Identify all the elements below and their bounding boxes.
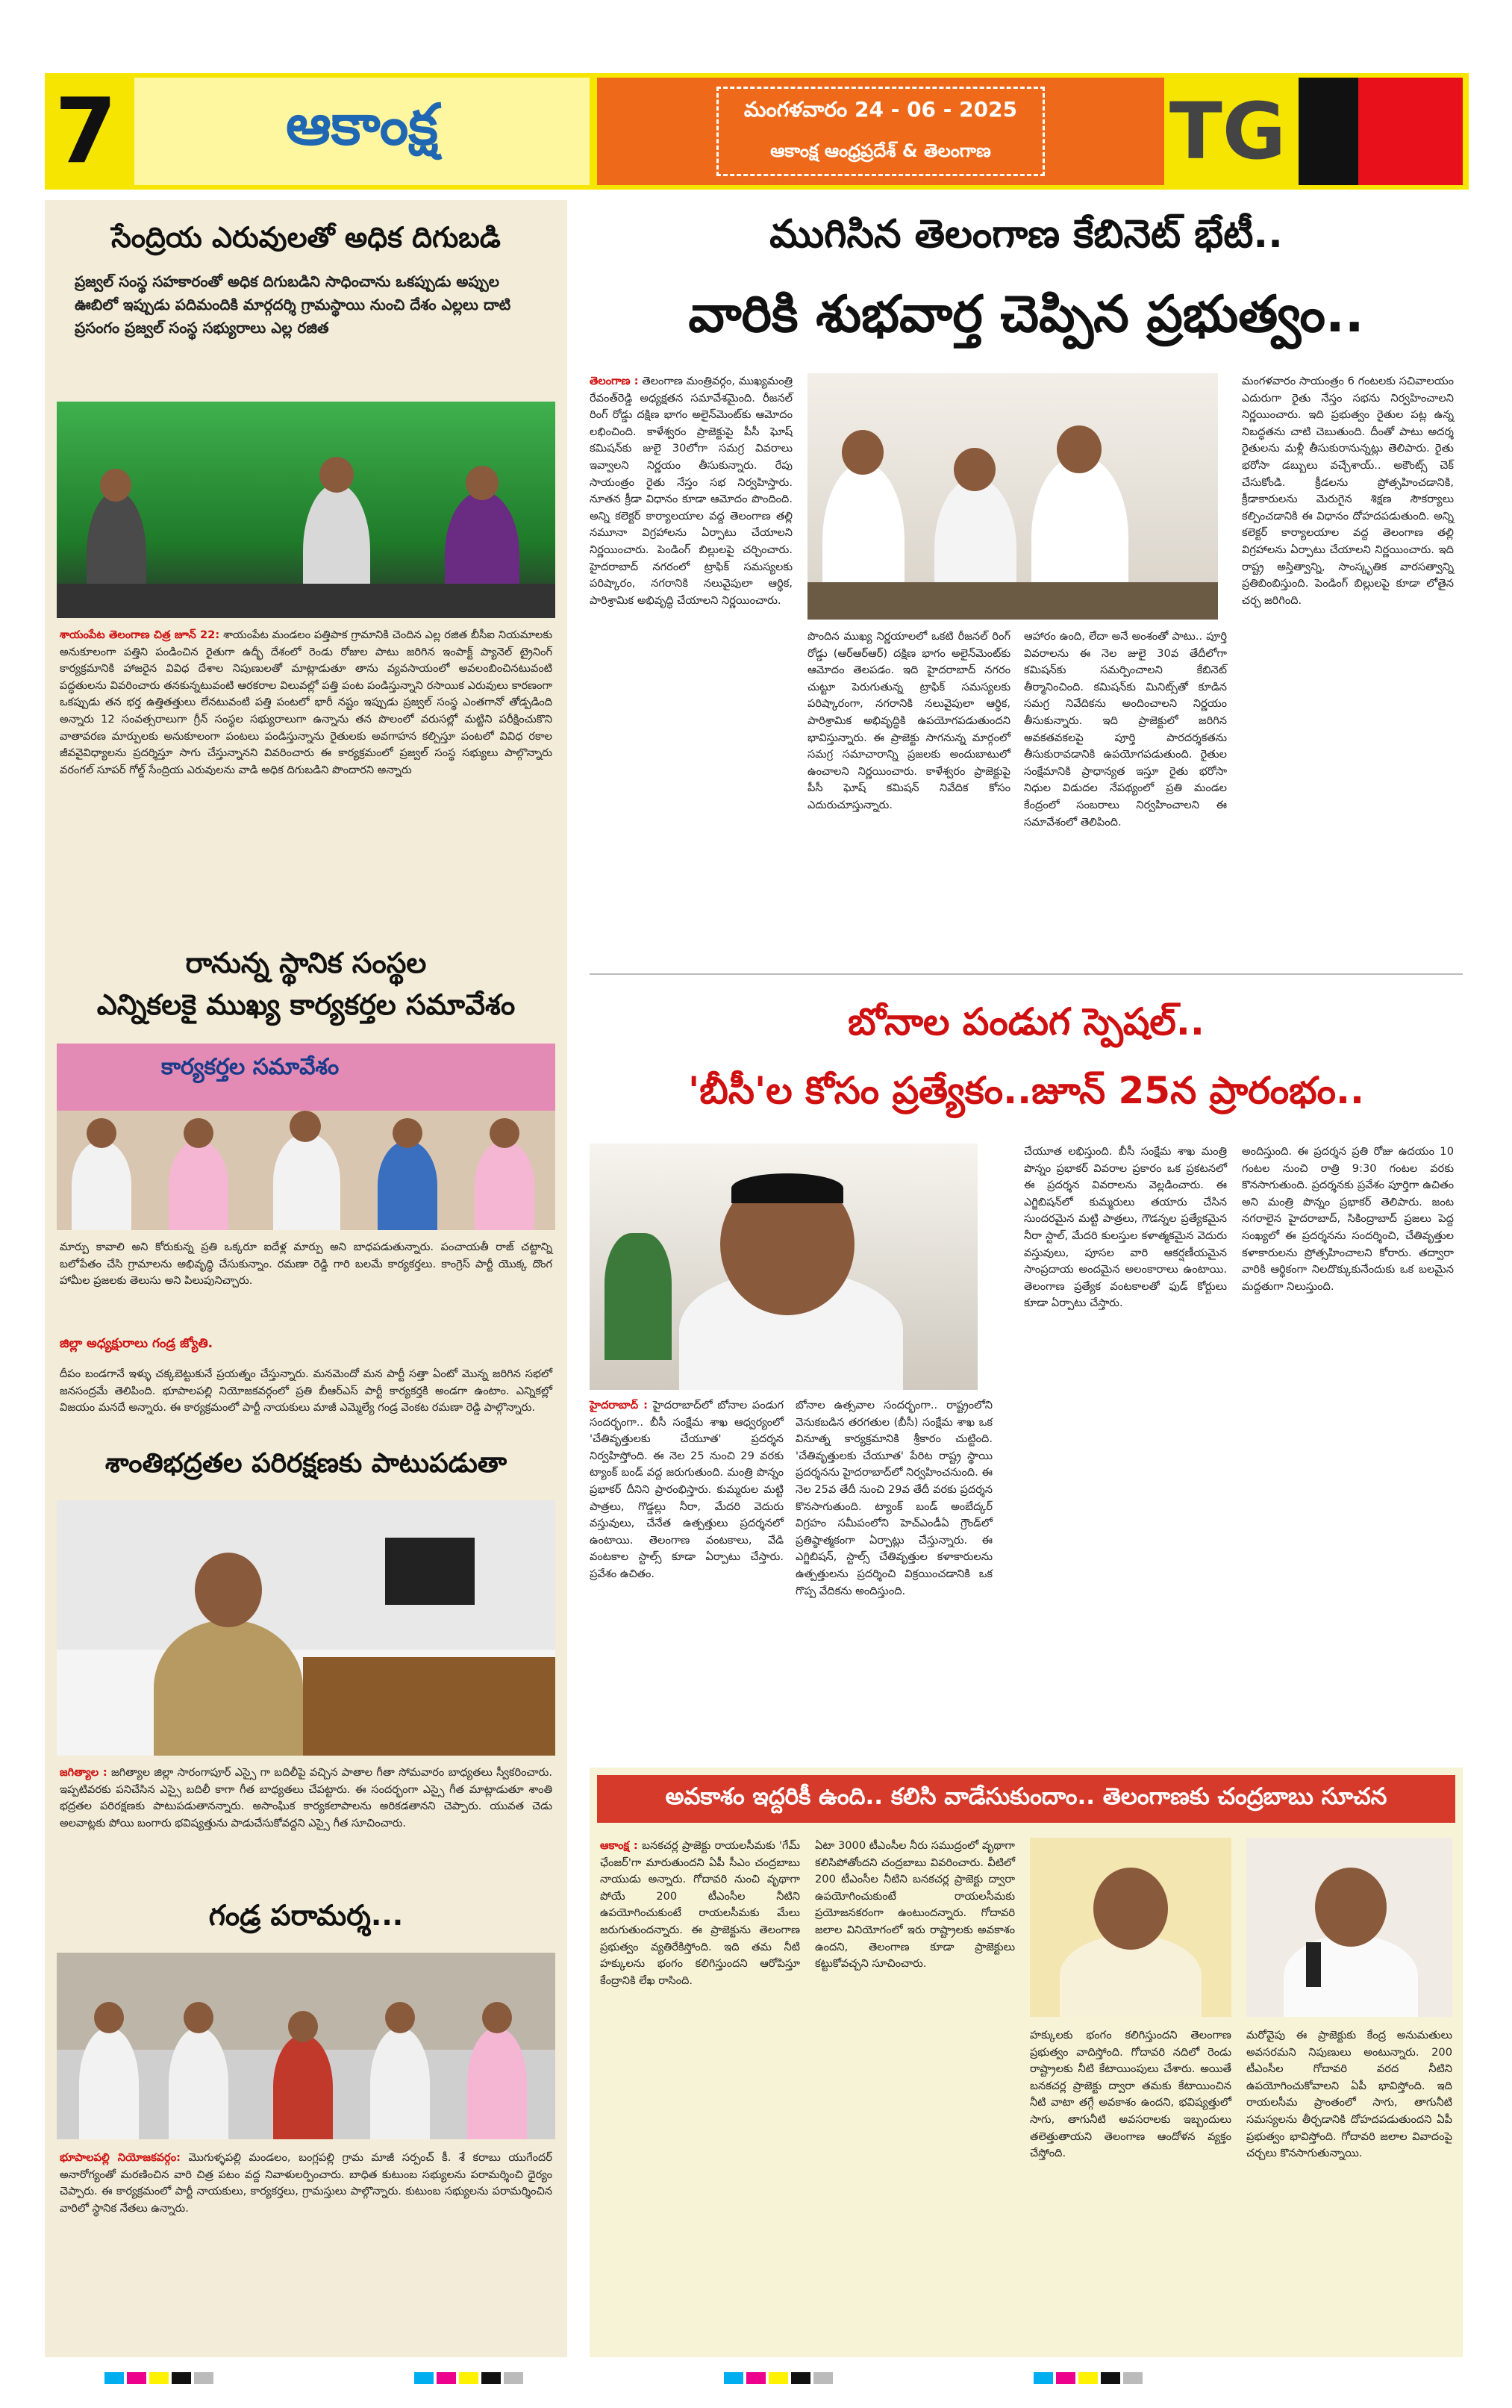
lead-photo — [807, 373, 1218, 620]
logo-text: ఆకాంక్ష — [286, 91, 438, 157]
chandrababu-col3: హక్కులకు భంగం కలిగిస్తుందని తెలంగాణ ప్రభుత్వం వాదిస్తోంది. గోదావరి నదిలో రెండు రాష్ట్రాలకు నీటి కేటాయింపులు చేశారు. అయితే బనకచర్ల ప్రాజెక్టు ద్వారా తమకు కేటాయించిన నీటి వాటా తగ్గే అవకాశం ఉందని, భవిష్యత్తులో సాగు, తాగునీటి అవసరాలకు ఇబ్బందులు తలెత్తుతాయని తెలంగాణ ఆందోళన వ్యక్తం చేస్తోంది. — [1030, 2029, 1231, 2160]
story2-headline-line1: రానున్న స్థానిక సంస్థల — [185, 946, 427, 979]
story3-dateline: జగిత్యాల : — [60, 1766, 107, 1779]
story3-text: జగిత్యాల జిల్లా సారంగాపూర్ ఎస్సై గా బదిలీపై వచ్చిన పాతాల గీతా సోమవారం బాధ్యతలు స్వీకరించారు. ఇప్పటివరకు పనిచేసిన ఎస్సై బదిలీ కాగా గీత బాధ్యతలు చేపట్టారు. ఈ సందర్భంగా ఎస్సై గీత మాట్లాడుతూ శాంతి భద్రతల పరిరక్షణకు పాటుపడుతానన్నారు. అసాంఘిక కార్యకలాపాలను అరికడతానని చెప్పారు. యువత చెడు అలవాట్లకు పోయి బంగారు భవిష్యత్తును పాడుచేసుకోవద్దని ఎస్సై గీత సూచించారు. — [60, 1766, 552, 1830]
story4-dateline: భూపాలపల్లి నియోజకవర్గం: — [60, 2151, 181, 2164]
bonalu-col1-text: హైదరాబాద్‌లో బోనాల పండుగ సందర్భంగా.. బీసీ సంక్షేమ శాఖ ఆధ్వర్యంలో 'చేతివృత్తులకు చేయూత' ప్రదర్శన నిర్వహిస్తోంది. ఈ నెల 25 నుంచి 29 వరకు ట్యాంక్ బండ్ వద్ద జరుగుతుంది. మంత్రి పొన్నం ప్రభాకర్ దీనిని ప్రారంభిస్తారు. కుమ్మరుల మట్టి పాత్రలు, గొడ్డల్లు నీరా, మేదరి వెదురు వస్తువులు, చేనేత ఉత్పత్తులు ప్రదర్శనలో ఉంటాయి. తెలంగాణ వంటకాలు, వేడి వంటకాల స్టాల్స్ కూడా ఏర్పాటు చేస్తారు. ప్రవేశం ఉచితం. — [590, 1399, 784, 1580]
story4-text: మొగుళ్ళపల్లి మండలం, బంగ్లపల్లి గ్రామ మాజీ సర్పంచ్ కీ. శే కరాబు యుగేందర్ అనారోగ్యంతో మరణించిన వారి చిత్ర పటం వద్ద నివాళులర్పించారు. బాధిత కుటుంబ సభ్యులను పరామర్శించి ధైర్యం చెప్పారు. ఈ కార్యక్రమంలో పార్టీ నాయకులు, కార్యకర్తలు, గ్రామస్తులు పాల్గొన్నారు. కుటుంబ సభ్యులను పరామర్శించిన వారిలో స్థానిక నేతలు ఉన్నారు. — [60, 2151, 553, 2215]
lead-headline-line2: వారికి శుభవార్త చెప్పిన ప్రభుత్వం.. — [688, 285, 1364, 344]
story1-text: శాయంపేట మండలం పత్తిపాక గ్రామానికి చెందిన ఎల్ల రజిత బీసీఐ నియమాలకు అనుకూలంగా పత్తిని పండించిన రైతుగా ఉద్భీ దేశంలో రెండు రోజుల పాటు జరిగిన ఇంపాక్ట్ ప్యానెల్ ట్రైనింగ్ కార్యక్రమానికి హాజరైన వివిధ దేశాల నిపుణులతో మాట్లాడుతూ తాను వ్యవసాయంలో అవలంబించినటువంటి పద్ధతులను వివరించారు తనకున్నటువంటి ఆరకరాల విలువల్లో పత్తి పంట పండిస్తున్నాని రసాయిక ఎరువులు కారణంగా ఒకప్పుడు తన భర్త ఉత్తితత్తులు లేనటువంటి పత్తి పంటలో భారీ నష్టం ఇప్పుడు ప్రజ్వల్ సంస్థ ఎంతగానో తోడ్పడింది అన్నారు 12 సంవత్సరాలుగా గ్రీన్ సంస్థల సభ్యురాలుగా ఉన్నాను తన పొలంలో వరుసల్లో మట్టిని పరీక్షించుకొని వాతావరణ మార్పులకు అనుకూలంగా పంటలు పండిస్తున్నాను రైతులకు అవగాహన కల్పిస్తూ పంటలో వివిధ రకాల జీవవైవిధ్యాలను ప్రదర్శిస్తూ సాగు చేస్తున్నానని వివరించారు ఈ కార్యక్రమంలో ప్రజ్వల్ సంస్థ సభ్యులు పాల్గొన్నారు వరంగల్ సూపర్ గోల్డ్ సేంద్రియ ఎరువులను వాడి అధిక దిగుబడిని పొందారని అన్నారు — [60, 628, 552, 776]
bonalu-col1 — [590, 1397, 784, 1583]
story2-photo — [57, 1044, 555, 1230]
revanth-photo — [1246, 1838, 1452, 2017]
date-box — [716, 87, 1045, 176]
story1-photo — [57, 402, 555, 618]
story4-photo — [57, 1953, 555, 2139]
story2-body2: దీపం బండగానే ఇళ్ళు చక్కబెట్టుకునే ప్రయత్నం చేస్తున్నారు. మనమెందో మన పార్టీ సత్తా ఏంటో మొన్న జరిగిన సభలో జనసంద్రమే తెలిపింది. భూపాలపల్లి నియోజకవర్గంలో ప్రతి బీఆర్ఎస్ పార్టీ కార్యకర్తకి అండగా ఉంటాం. ఎన్నికల్లో విజయం మనదే అన్నారు. ఈ కార్యక్రమంలో పార్టీ నాయకులు మాజీ ఎమ్మెల్యే గండ్ర వెంకట రమణా రెడ్డి పాల్గొన్నారు. — [60, 1367, 552, 1414]
issue-date: మంగళవారం 24 - 06 - 2025 — [743, 97, 1018, 122]
edition-label: ఆకాంక్ష ఆంధ్రప్రదేశ్ & తెలంగాణ — [770, 140, 991, 161]
region-tag: TG — [1164, 78, 1291, 185]
chandrababu-col2: ఏటా 3000 టీఎంసీల నీరు సముద్రంలో వృథాగా కలిసిపోతోందని చంద్రబాబు వివరించారు. వీటిలో 200 టీఎంసీల నీటిని బనకచర్ల ప్రాజెక్టు ద్వారా ఉపయోగించుకుంటే రాయలసీమకు ప్రయోజనకరంగా ఉంటుందన్నారు. గోదావరి జలాల వినియోగంలో ఇరు రాష్ట్రాలకు అవకాశం ఉందని, తెలంగాణ కూడా ప్రాజెక్టులు కట్టుకోవచ్చని సూచించారు. — [815, 1839, 1015, 1971]
lead-headline-line1: ముగిసిన తెలంగాణ కేబినెట్ భేటీ.. — [769, 212, 1283, 257]
bonalu-headline-line2: 'బీసీ'ల కోసం ప్రత్యేకం..జూన్ 25న ప్రారంభం.. — [687, 1069, 1364, 1112]
bonalu-col4: అందిస్తుంది. ఈ ప్రదర్శన ప్రతి రోజు ఉదయం 10 గంటల నుంచి రాత్రి 9:30 గంటల వరకు కొనసాగుతుంది. ప్రదర్శనకు ప్రవేశం పూర్తిగా ఉచితం అని మంత్రి పొన్నం ప్రభాకర్ తెలిపారు. జంట నగరాలైన హైదరాబాద్, సికింద్రాబాద్ ప్రజలు పెద్ద సంఖ్యలో ఈ ప్రదర్శనను సందర్శించి, చేతివృత్తుల కళాకారులను ప్రోత్సహించాలని కోరారు. తద్వారా వారికి ఆర్థికంగా నిలదొక్కుకునేందుకు ఒక బలమైన మద్దతుగా నిలుస్తుంది. — [1242, 1145, 1454, 1293]
bonalu-dateline: హైదరాబాద్ : — [590, 1399, 648, 1412]
story1-body — [60, 627, 552, 779]
story1-headline: సేంద్రియ ఎరువులతో అధిక దిగుబడి — [111, 221, 501, 254]
color-bar-black — [1299, 78, 1358, 185]
story2-headline-line2: ఎన్నికలకై ముఖ్య కార్యకర్తల సమావేశం — [96, 988, 516, 1021]
chandrababu-headline-bar — [597, 1775, 1455, 1823]
bonalu-col2: బోనాల ఉత్సవాల సందర్భంగా.. రాష్ట్రంలోని వెనుకబడిన తరగతుల (బీసీ) సంక్షేమ శాఖ ఒక వినూత్న కార్యక్రమానికి శ్రీకారం చుట్టింది. 'చేతివృత్తులకు చేయూత' పేరిట రాష్ట్ర స్థాయి ప్రదర్శనను హైదరాబాద్‌లో నిర్వహించనుంది. ఈ నెల 25వ తేదీ నుంచి 29వ తేదీ వరకు ప్రదర్శన కొనసాగుతుంది. ట్యాంక్ బండ్ అంబేద్కర్ విగ్రహం సమీపంలోని హెచ్ఎండీఏ గ్రౌండ్‌లో ప్రతిష్ఠాత్మకంగా ఏర్పాట్లు చేస్తున్నారు. ఈ ఎగ్జిబిషన్, స్టాల్స్ చేతివృత్తుల కళాకారులను ఉత్పత్తులను ప్రదర్శించి విక్రయించడానికి ఒక గొప్ప వేదికను అందిస్తుంది. — [796, 1399, 993, 1597]
story4-body — [60, 2150, 552, 2217]
chandrababu-headline: అవకాశం ఇద్దరికీ ఉంది.. కలిసి వాడేసుకుందాం.. తెలంగాణకు చంద్రబాబు సూచన — [665, 1782, 1387, 1810]
story2-body: మార్పు కావాలి అని కోరుకున్న ప్రతి ఒక్కరూ ఐదేళ్ల మార్పు అని బాధపడుతున్నారు. పంచాయతీ రాజ్ చట్టాన్ని బలోపేతం చేసి గ్రామాలను అభివృద్ధి చేసుకున్నాం. రమణా రెడ్డి గారి బలమే కార్యకర్తలు. కాంగ్రెస్ పార్టీ యొక్క దొంగ హామీల ప్రజలకు తెలుసు అని పిలుపునిచ్చారు. — [60, 1241, 552, 1288]
story2-subhead: జిల్లా అధ్యక్షురాలు గండ్ర జ్యోతి. — [60, 1336, 213, 1351]
bonalu-headline-line1: బోనాల పండుగ స్పెషల్.. — [848, 1000, 1205, 1044]
chandrababu-col1-text: బనకచర్ల ప్రాజెక్టు రాయలసీమకు 'గేమ్ ఛేంజర్'గా మారుతుందని ఏపీ సీఎం చంద్రబాబు నాయుడు అన్నారు. గోదావరి నుంచి వృథాగా పోయే 200 టీఎంసీల నీటిని ఉపయోగించుకుంటే రాయలసీమకు మేలు జరుగుతుందన్నారు. ఈ ప్రాజెక్టును తెలంగాణ ప్రభుత్వం వ్యతిరేకిస్తోంది. ఇది తమ నీటి హక్కులను భంగం కలిగిస్తుందని ఆరోపిస్తూ కేంద్రానికి లేఖ రాసింది. — [600, 1839, 801, 1987]
story3-photo — [57, 1500, 555, 1756]
color-bar-red — [1358, 78, 1463, 185]
chandrababu-col4: మరోవైపు ఈ ప్రాజెక్టుకు కేంద్ర అనుమతులు అవసరమని నిపుణులు అంటున్నారు. 200 టీఎంసీల గోదావరి వరద నీటిని ఉపయోగించుకోవాలని ఏపీ భావిస్తోంది. ఇది రాయలసీమ ప్రాంతంలో సాగు, తాగునీటి సమస్యలను తీర్చడానికి దోహదపడుతుందని ఏపీ ప్రభుత్వం భావిస్తోంది. గోదావరి జలాల వివాదంపై చర్చలు కొనసాగుతున్నాయి. — [1246, 2029, 1452, 2160]
story3-headline: శాంతిభద్రతల పరిరక్షణకు పాటుపడుతా — [104, 1448, 507, 1479]
lead-col3: ఆహారం ఉంది, లేదా అనే అంశంతో పాటు.. పూర్తి వివరాలను ఈ నెల జులై 30వ తేదీలోగా కమిషన్‌కు సమర్పించాలని కేబినెట్ తీర్మానించింది. కమిషన్‌కు మినిట్స్‌తో కూడిన సమగ్ర నివేదికను అందించాలని నిర్ణయం తీసుకున్నారు. ఇది ప్రాజెక్టులో జరిగిన అవకతవకలపై పూర్తి పారదర్శకతను తీసుకురావడానికి ఉపయోగపడుతుంది. రైతుల సంక్షేమానికి ప్రాధాన్యత ఇస్తూ రైతు భరోసా నిధుల విడుదల నేపథ్యంలో ప్రతి మండల కేంద్రంలో సంబరాలు నిర్వహించాలని ఈ సమావేశంలో తెలిపింది. — [1024, 630, 1227, 829]
chandrababu-col1 — [600, 1838, 800, 1989]
story2-photo-banner: కార్యకర్తల సమావేశం — [161, 1054, 340, 1080]
lead-dateline: తెలంగాణ : — [590, 375, 639, 387]
lead-separator — [590, 973, 1463, 975]
lead-col1-text: తెలంగాణ మంత్రివర్గం, ముఖ్యమంత్రి రేవంత్‌రెడ్డి అధ్యక్షతన సమావేశమైంది. రీజనల్ రింగ్ రోడ్డు దక్షిణ భాగం అలైన్‌మెంట్‌కు ఆమోదం లభించింది. కాళేశ్వరం ప్రాజెక్టుపై పీసీ ఘోష్ కమిషన్‌కు జులై 30లోగా సమగ్ర వివరాలు ఇవ్వాలని నిర్ణయం తీసుకున్నారు. రేపు సాయంత్రం రైతు నేస్తం సభ నిర్వహిస్తారు. నూతన క్రీడా విధానం కూడా ఆమోదం పొందింది. అన్ని కలెక్టర్ కార్యాలయాల వద్ద తెలంగాణ తల్లి నమూనా విగ్రహాలను ఏర్పాటు చేయాలని నిర్ణయించారు. పెండింగ్ బిల్లులపై చర్చించారు. హైదరాబాద్ నగరంలో ట్రాఫిక్ సమస్యలకు పరిష్కారం, నగరానికి నలువైపులా ఆర్థిక, పారిశ్రామిక అభివృద్ధి చేయాలని నిర్ణయించారు. — [590, 375, 793, 607]
bonalu-photo — [590, 1144, 978, 1390]
bonalu-col3: చేయూత లభిస్తుంది. బీసీ సంక్షేమ శాఖ మంత్రి పొన్నం ప్రభాకర్ వివరాల ప్రకారం ఒక ప్రకటనలో ఈ ప్రదర్శన వివరాలను వెల్లడించారు. ఈ ఎగ్జిబిషన్‌లో కుమ్మరులు తయారు చేసిన సుందరమైన మట్టి పాత్రలు, గౌడన్నల ప్రత్యేకమైన నీరా స్టాల్, మేదరి కులస్తుల కళాత్మకమైన వెదురు వస్తువులు, పూసల వారి ఆకర్షణీయమైన సాంప్రదాయ అందమైన అలంకారాలు ఉంటాయి. తెలంగాణ ప్రత్యేక వంటకాలతో ఫుడ్ కోర్టులు కూడా ఏర్పాటు చేస్తారు. — [1024, 1145, 1227, 1310]
story1-dateline: శాయంపేట తెలంగాణ చిత్ర జూన్ 22: — [60, 628, 220, 641]
story1-deck: ప్రజ్వల్ సంస్థ సహకారంతో అధిక దిగుబడిని సాధించాను ఒకప్పుడు అప్పుల ఊబిలో ఇప్పుడు పదిమందికి మార్గదర్శి గ్రామస్థాయి నుంచి దేశం ఎల్లలు దాటి ప్రసంగం ప్రజ్వల్ సంస్థ సభ్యురాలు ఎల్ల రజిత — [75, 272, 511, 337]
chandrababu-photo-left — [1030, 1838, 1231, 2017]
page-number: 7 — [54, 79, 117, 184]
chandrababu-dateline: ఆకాంక్ష : — [600, 1839, 638, 1852]
story3-body — [60, 1765, 552, 1832]
lead-col1 — [590, 373, 793, 609]
story4-headline: గండ్ర పరామర్శ... — [208, 1899, 404, 1932]
newspaper-logo — [134, 78, 590, 185]
lead-col2: పొందిన ముఖ్య నిర్ణయాలలో ఒకటి రీజనల్ రింగ్ రోడ్డు (ఆర్‌ఆర్‌ఆర్) దక్షిణ భాగం అలైన్‌మెంట్‌కు ఆమోదం తెలపడం. ఇది హైదరాబాద్ నగరం చుట్టూ పెరుగుతున్న ట్రాఫిక్ సమస్యలకు పరిష్కారంగా, నగరానికి నలువైపులా ఆర్థిక, పారిశ్రామిక అభివృద్ధికి ఉపయోగపడుతుందని భావిస్తున్నారు. ఈ ప్రాజెక్టు సాగనున్న మార్గంలో సమగ్ర సమాచారాన్ని ప్రజలకు అందుబాటులో ఉంచాలని నిర్ణయించారు. కాళేశ్వరం ప్రాజెక్టుపై పీసీ ఘోష్ కమిషన్ నివేదిక కోసం ఎదురుచూస్తున్నారు. — [807, 630, 1010, 811]
lead-col4: మంగళవారం సాయంత్రం 6 గంటలకు సచివాలయం ఎదురుగా రైతు నేస్తం సభను నిర్వహించాలని నిర్ణయించారు. ఇది ప్రభుత్వం రైతుల పట్ల ఉన్న నిబద్ధతను చాటి చెబుతుంది. దీంతో పాటు అదర్శ రైతులను మళ్లీ తీసుకురానున్నట్లు తెలిపారు. రైతు భరోసా డబ్బులు వచ్చేశాయ్.. అకౌంట్స్ చెక్ చేసుకోండి. క్రీడలను ప్రోత్సహించడానికి, క్రీడాకారులను మెరుగైన శిక్షణ సౌకర్యాలు కల్పించడానికి ఈ విధానం దోహదపడుతుంది. అన్ని కలెక్టర్ కార్యాలయాల వద్ద తెలంగాణ తల్లి విగ్రహాలను ఏర్పాటు చేయాలని నిర్ణయించారు. ఇది రాష్ట్ర అస్తిత్వాన్ని, సాంస్కృతిక వారసత్వాన్ని ప్రతిబింబిస్తుంది. పెండింగ్ బిల్లులపై కూడా లోతైన చర్చ జరిగింది. — [1242, 375, 1454, 607]
print-color-marks — [104, 2372, 1448, 2387]
